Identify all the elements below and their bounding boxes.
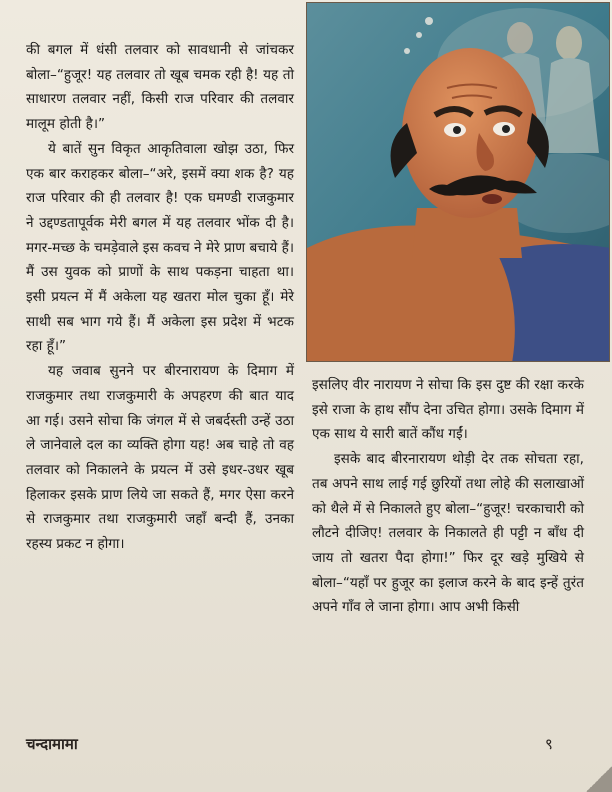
paragraph: इसके बाद बीरनारायण थोड़ी देर तक सोचता रहा, तब अपने साथ लाई गई छुरियों तथा लोहे की सलाखाओं को थैले में से निकालते हुए बोला–“हुजूर! चरकाचारी को लौटने दीजिए! तलवार के निकालते ही पट्टी न बाँध दी जाय तो खतरा पैदा होगा!” फिर दूर खड़े मुखिये से बोला–“यहाँ पर हुजूर का इलाज करने के बाद इन्हें तुरंत अपने गाँव ले जाना होगा। आप अभी किसी	[312, 451, 584, 616]
left-text-column	[26, 38, 294, 557]
illustration-drawing	[307, 3, 610, 362]
paragraph: इसलिए वीर नारायण ने सोचा कि इस दुष्ट की रक्षा करके इसे राजा के हाथ सौंप देना उचित होगा। उसके दिमाग में एक साथ ये सारी बातें कौंध गईं।	[312, 377, 584, 443]
story-illustration	[306, 2, 610, 362]
right-text-column	[312, 373, 584, 620]
paragraph: की बगल में धंसी तलवार को सावधानी से जांचकर बोला–“हुजूर! यह तलवार तो खूब चमक रही है! यह तो साधारण तलवार नहीं, किसी राज परिवार की तलवार मालूम होती है।”	[26, 42, 294, 133]
page-corner-fold	[586, 766, 612, 792]
paragraph: यह जवाब सुनने पर बीरनारायण के दिमाग में राजकुमार तथा राजकुमारी के अपहरण की बात याद आ गई। उसने सोचा कि जंगल में से जबर्दस्ती उन्हें उठा ले जानेवाले दल का व्यक्ति होगा यह! अब चाहे तो वह तलवार को निकालने के प्रयत्न में उसे इधर-उधर खूब हिलाकर इसके प्राण लिये जा सकते हैं, मगर ऐसा करने से राजकुमार तथा राजकुमारी जहाँ बन्दी हैं, उनका रहस्य प्रकट न होगा।	[26, 363, 294, 553]
magazine-title: चन्दामामा	[26, 735, 78, 753]
page-number: ९	[545, 735, 553, 753]
paragraph: ये बातें सुन विकृत आकृतिवाला खोझ उठा, फिर एक बार कराहकर बोला–“अरे, इसमें क्या शक है? यह राज परिवार की ही तलवार है! एक घमण्डी राजकुमार ने उद्दण्डतापूर्वक मेरी बगल में यह तलवार भोंक दी है। मगर-मच्छ के चमड़ेवाले इस कवच ने मेरे प्राण बचाये हैं। मैं उस युवक को प्राणों के साथ पकड़ना चाहता था। इसी प्रयत्न में मैं अकेला यह खतरा मोल चुका हूँ। मेरे साथी सब भाग गये हैं। मैं अकेला इस प्रदेश में भटक रहा हूँ।”	[26, 140, 294, 355]
